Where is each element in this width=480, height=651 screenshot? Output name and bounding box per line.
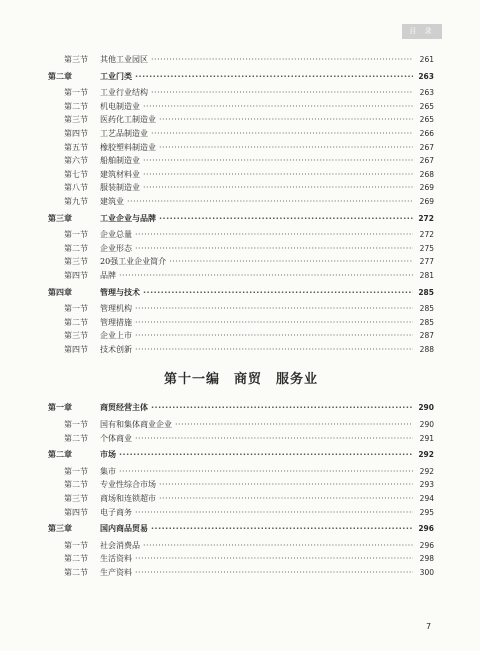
toc-entry-number: 第二节 bbox=[64, 433, 88, 443]
toc-entry-number: 第二节 bbox=[64, 317, 88, 327]
dot-leader bbox=[159, 141, 413, 155]
toc-entry-number: 第三节 bbox=[64, 115, 88, 125]
toc-entry-title: 管理措施 bbox=[100, 317, 132, 327]
toc-entry-title: 建筑业 bbox=[100, 196, 124, 206]
toc-entry-number: 第三章 bbox=[48, 213, 72, 223]
toc-section-row bbox=[48, 228, 434, 242]
toc-entry-number: 第四节 bbox=[64, 344, 88, 354]
toc-entry-page: 269 bbox=[419, 183, 434, 193]
toc-chapter-row bbox=[48, 448, 434, 462]
toc-entry-number: 第二节 bbox=[64, 568, 88, 577]
toc-section-row bbox=[48, 432, 434, 446]
toc-entry-number: 第一节 bbox=[64, 540, 88, 550]
toc-section-row bbox=[48, 478, 434, 492]
dot-leader bbox=[135, 343, 413, 357]
toc-section-row bbox=[48, 506, 434, 520]
dot-leader bbox=[151, 522, 413, 536]
toc-entry-page: 292 bbox=[418, 450, 434, 460]
toc-entry-title: 管理机构 bbox=[100, 304, 132, 314]
running-header-tab: 目 录 bbox=[402, 24, 442, 39]
toc-entry-page: 263 bbox=[419, 88, 434, 98]
toc-entry-page: 263 bbox=[418, 71, 434, 81]
toc-entry-number: 第三节 bbox=[64, 331, 88, 341]
dot-leader bbox=[143, 539, 413, 553]
dot-leader bbox=[135, 316, 413, 330]
dot-leader bbox=[159, 113, 413, 127]
toc-chapter-row bbox=[48, 212, 434, 226]
toc-entry-number: 第七节 bbox=[64, 169, 88, 179]
toc-entry-number: 第五节 bbox=[64, 142, 88, 152]
toc-entry-number: 第二节 bbox=[64, 101, 88, 111]
dot-leader bbox=[119, 448, 413, 462]
toc-section-row bbox=[48, 465, 434, 479]
dot-leader bbox=[143, 100, 413, 114]
toc-entry-title: 机电制造业 bbox=[100, 101, 140, 111]
toc-entry-page: 293 bbox=[419, 480, 434, 490]
toc-entry-page: 296 bbox=[419, 540, 434, 550]
part-title: 第十一编 商贸 服务业 bbox=[163, 372, 318, 388]
toc-section-row bbox=[48, 100, 434, 114]
toc-section-row bbox=[48, 86, 434, 100]
toc-entry-number: 第四节 bbox=[64, 507, 88, 517]
toc-section-row bbox=[48, 539, 434, 553]
toc-entry-title: 橡胶塑料制造业 bbox=[100, 142, 156, 152]
toc-entry-title: 专业性综合市场 bbox=[100, 480, 156, 490]
toc-entry-page: 277 bbox=[419, 257, 434, 267]
toc-entry-title: 工业门类 bbox=[100, 71, 132, 81]
dot-leader bbox=[135, 70, 413, 84]
toc-entry-number: 第六节 bbox=[64, 156, 88, 166]
dot-leader bbox=[151, 127, 413, 141]
toc-entry-title: 商贸经营主体 bbox=[100, 403, 148, 413]
toc-entry-title: 20强工业企业简介 bbox=[100, 257, 167, 267]
toc-entry-title: 生产资料 bbox=[100, 568, 132, 577]
toc-entry-number: 第一节 bbox=[64, 466, 88, 476]
toc-entry-title: 市场 bbox=[100, 450, 116, 460]
toc-entry-title: 企业上市 bbox=[100, 331, 132, 341]
toc-entry-page: 281 bbox=[419, 270, 434, 280]
toc-entry-page: 269 bbox=[419, 196, 434, 206]
dot-leader bbox=[151, 401, 413, 415]
toc-entry-page: 285 bbox=[418, 287, 434, 297]
dot-leader bbox=[135, 329, 413, 343]
toc-part-ten-entries bbox=[48, 53, 434, 356]
toc-entry-page: 267 bbox=[419, 142, 434, 152]
toc-section-row bbox=[48, 492, 434, 506]
dot-leader bbox=[119, 465, 413, 479]
toc-entry-title: 电子商务 bbox=[100, 507, 132, 517]
dot-leader bbox=[135, 242, 413, 256]
toc-entry-page: 292 bbox=[419, 466, 434, 476]
toc-section-row bbox=[48, 255, 434, 269]
toc-section-row bbox=[48, 343, 434, 357]
toc-entry-page: 294 bbox=[419, 494, 434, 504]
toc-entry-number: 第四节 bbox=[64, 128, 88, 138]
dot-leader bbox=[143, 154, 413, 168]
toc-section-row bbox=[48, 418, 434, 432]
toc-entry-title: 生活资料 bbox=[100, 554, 132, 564]
toc-entry-page: 265 bbox=[419, 101, 434, 111]
toc-entry-page: 275 bbox=[419, 243, 434, 253]
toc-section-row bbox=[48, 168, 434, 182]
toc-entry-title: 医药化工制造业 bbox=[100, 115, 156, 125]
dot-leader bbox=[135, 566, 413, 580]
toc-entry-title: 企业形态 bbox=[100, 243, 132, 253]
toc-entry-number: 第四章 bbox=[48, 287, 72, 297]
toc-entry-page: 268 bbox=[419, 169, 434, 179]
dot-leader bbox=[135, 228, 413, 242]
toc-entry-title: 企业总量 bbox=[100, 230, 132, 240]
dot-leader bbox=[151, 86, 413, 100]
toc-entry-page: 288 bbox=[419, 344, 434, 354]
toc-entry-number: 第一节 bbox=[64, 88, 88, 98]
dot-leader bbox=[143, 286, 413, 300]
toc-entry-page: 295 bbox=[419, 507, 434, 517]
toc-entry-page: 266 bbox=[419, 128, 434, 138]
toc-entry-page: 265 bbox=[419, 115, 434, 125]
toc-entry-title: 服装制造业 bbox=[100, 183, 140, 193]
toc-section-row bbox=[48, 552, 434, 566]
dot-leader bbox=[135, 506, 413, 520]
toc-section-row bbox=[48, 566, 434, 580]
toc-entry-title: 船舶制造业 bbox=[100, 156, 140, 166]
toc-chapter-row bbox=[48, 401, 434, 415]
toc-entry-title: 技术创新 bbox=[100, 344, 132, 354]
toc-entry-page: 296 bbox=[418, 524, 434, 534]
toc-entry-page: 290 bbox=[419, 420, 434, 430]
toc-entry-page: 300 bbox=[419, 568, 434, 577]
page-number: 7 bbox=[426, 622, 432, 631]
toc-entry-page: 290 bbox=[418, 403, 434, 413]
toc-entry-number: 第三节 bbox=[64, 55, 88, 64]
dot-leader bbox=[119, 269, 413, 283]
dot-leader bbox=[175, 418, 413, 432]
toc-entry-page: 261 bbox=[419, 55, 434, 64]
toc-entry-page: 285 bbox=[419, 317, 434, 327]
toc-entry-number: 第八节 bbox=[64, 183, 88, 193]
toc-section-row bbox=[48, 242, 434, 256]
toc-section-row bbox=[48, 53, 434, 67]
toc-section-row bbox=[48, 113, 434, 127]
toc-entry-number: 第四节 bbox=[64, 270, 88, 280]
dot-leader bbox=[159, 492, 413, 506]
toc-entry-page: 267 bbox=[419, 156, 434, 166]
dot-leader bbox=[127, 195, 413, 209]
toc-section-row bbox=[48, 316, 434, 330]
toc-entry-number: 第一节 bbox=[64, 304, 88, 314]
toc-entry-number: 第三节 bbox=[64, 494, 88, 504]
dot-leader bbox=[135, 552, 413, 566]
dot-leader bbox=[135, 302, 413, 316]
toc-entry-title: 个体商业 bbox=[100, 433, 132, 443]
toc-chapter-row bbox=[48, 522, 434, 536]
toc-entry-title: 管理与技术 bbox=[100, 287, 140, 297]
toc-entry-page: 272 bbox=[418, 213, 434, 223]
toc-section-row bbox=[48, 302, 434, 316]
toc-section-row bbox=[48, 141, 434, 155]
toc-entry-title: 集市 bbox=[100, 466, 116, 476]
toc-entry-page: 298 bbox=[419, 554, 434, 564]
toc-section-row bbox=[48, 127, 434, 141]
toc-section-row bbox=[48, 154, 434, 168]
toc-entry-title: 工艺品制造业 bbox=[100, 128, 148, 138]
toc-entry-number: 第二章 bbox=[48, 71, 72, 81]
toc-entry-title: 其他工业园区 bbox=[100, 55, 148, 64]
toc-entry-number: 第三节 bbox=[64, 257, 88, 267]
toc-section-row bbox=[48, 181, 434, 195]
toc-entry-number: 第一节 bbox=[64, 420, 88, 430]
toc-entry-number: 第三章 bbox=[48, 524, 72, 534]
toc-entry-title: 商场和连锁超市 bbox=[100, 494, 156, 504]
dot-leader bbox=[143, 181, 413, 195]
toc-entry-title: 工业企业与品牌 bbox=[100, 213, 156, 223]
toc-entry-page: 291 bbox=[419, 433, 434, 443]
toc-entry-number: 第九节 bbox=[64, 196, 88, 206]
dot-leader bbox=[143, 168, 413, 182]
toc-chapter-row bbox=[48, 70, 434, 84]
toc-entry-title: 国有和集体商业企业 bbox=[100, 420, 172, 430]
dot-leader bbox=[159, 478, 413, 492]
toc-entry-number: 第一章 bbox=[48, 403, 72, 413]
toc-entry-number: 第一节 bbox=[64, 230, 88, 240]
dot-leader bbox=[135, 432, 413, 446]
toc-section-row bbox=[48, 195, 434, 209]
toc-section-row bbox=[48, 269, 434, 283]
dot-leader bbox=[151, 53, 413, 67]
table-of-contents bbox=[48, 53, 434, 580]
toc-entry-number: 第二节 bbox=[64, 554, 88, 564]
toc-entry-page: 272 bbox=[419, 230, 434, 240]
toc-chapter-row bbox=[48, 286, 434, 300]
toc-entry-number: 第二节 bbox=[64, 243, 88, 253]
dot-leader bbox=[159, 212, 413, 226]
toc-entry-title: 社会消费品 bbox=[100, 540, 140, 550]
dot-leader bbox=[169, 255, 413, 269]
toc-entry-title: 工业行业结构 bbox=[100, 88, 148, 98]
toc-section-row bbox=[48, 329, 434, 343]
toc-entry-page: 287 bbox=[419, 331, 434, 341]
toc-entry-page: 285 bbox=[419, 304, 434, 314]
toc-entry-number: 第二节 bbox=[64, 480, 88, 490]
toc-part-eleven-entries bbox=[48, 401, 434, 579]
toc-entry-number: 第二章 bbox=[48, 450, 72, 460]
toc-entry-title: 国内商品贸易 bbox=[100, 524, 148, 534]
toc-entry-title: 建筑材料业 bbox=[100, 169, 140, 179]
toc-entry-title: 品牌 bbox=[100, 270, 116, 280]
